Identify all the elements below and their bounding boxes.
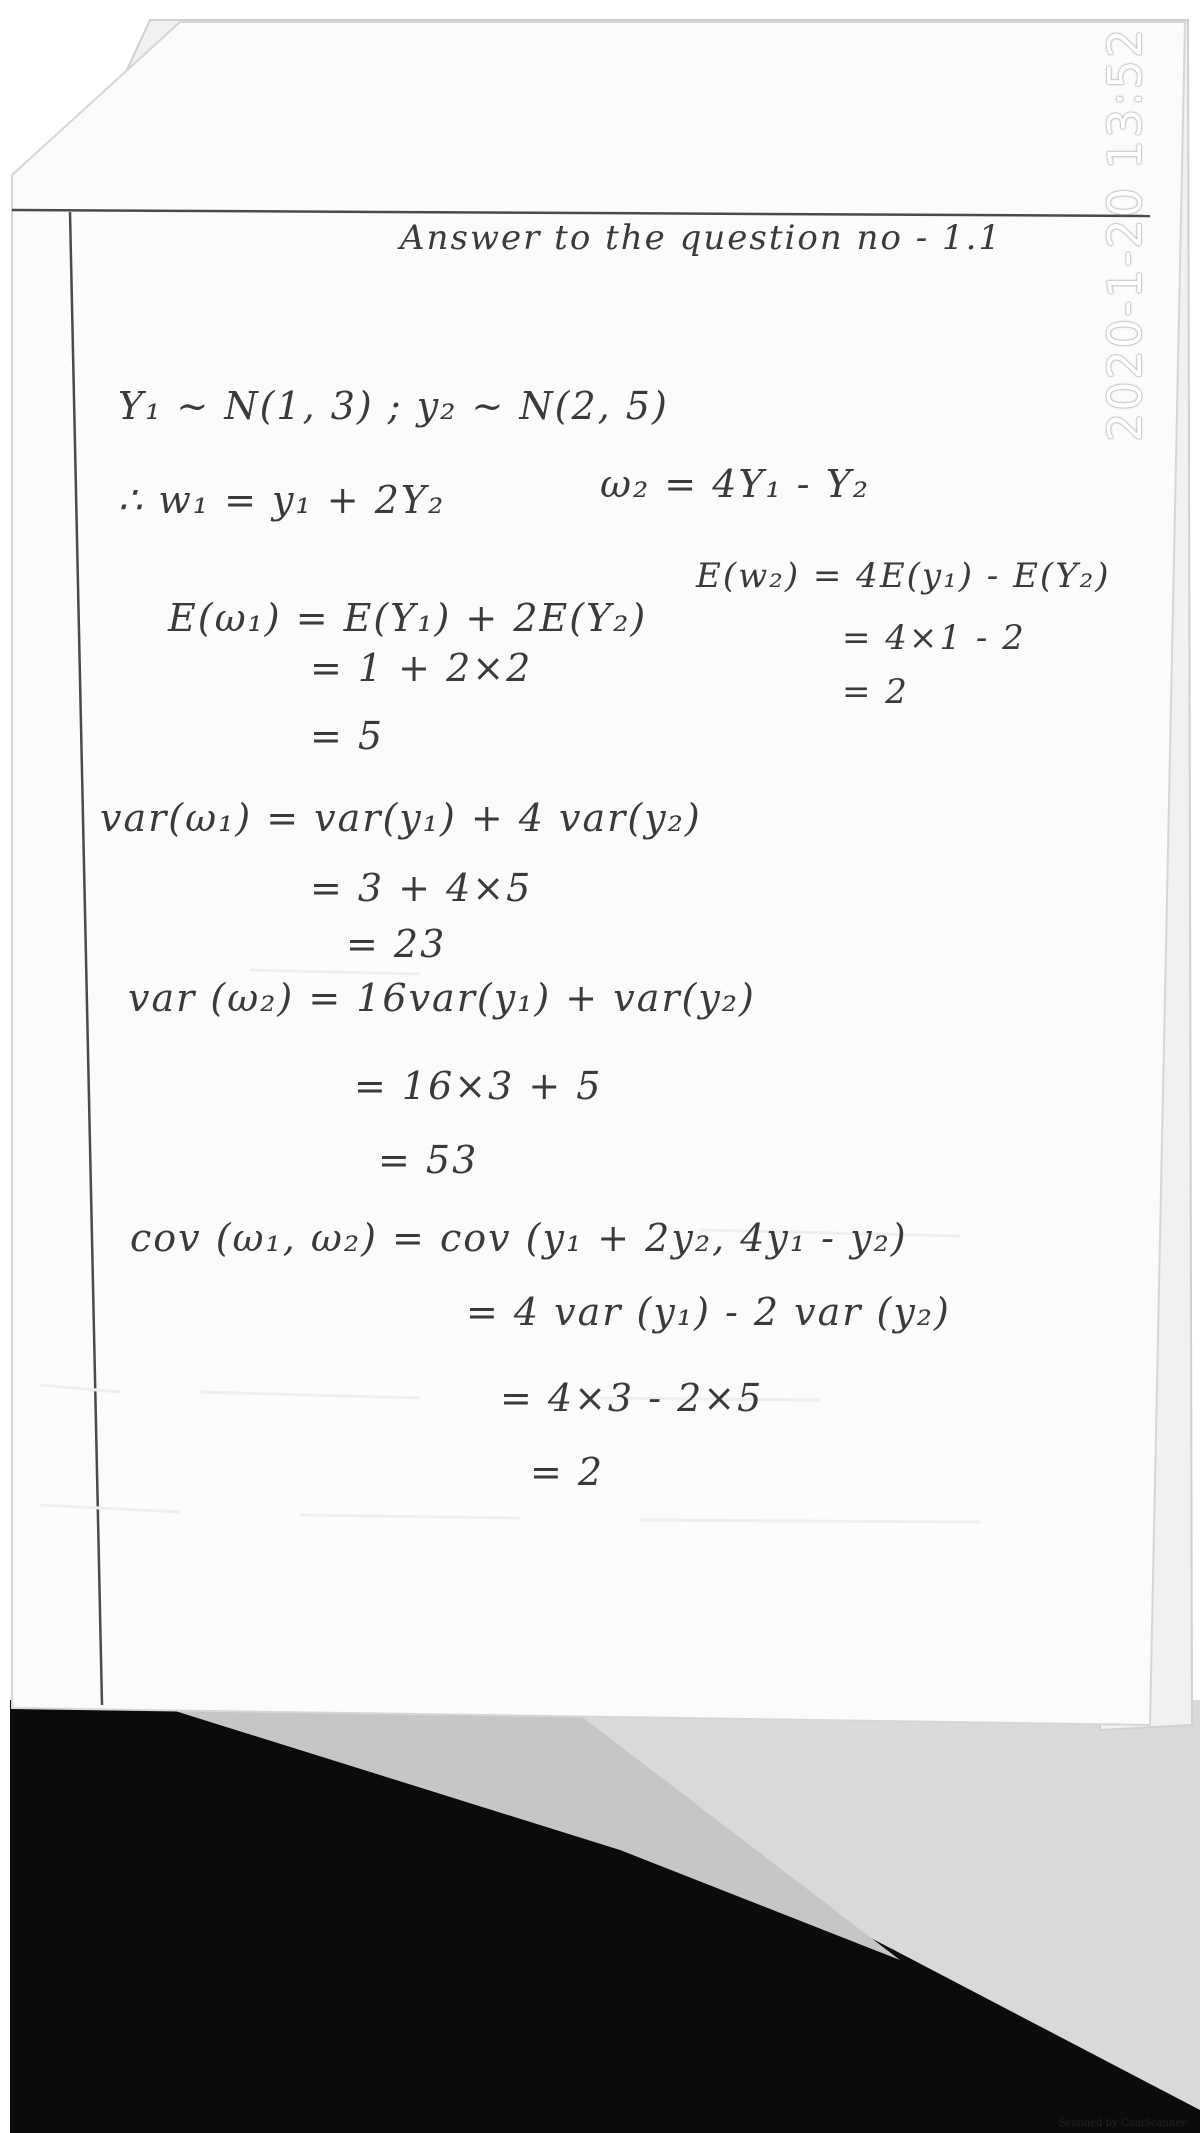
- answer-heading: Answer to the question no - 1.1: [400, 218, 1003, 258]
- e-w2-substitution: = 4×1 - 2: [842, 618, 1026, 658]
- var-w2-result: = 53: [378, 1138, 479, 1182]
- e-w2-result: = 2: [842, 672, 909, 712]
- cov-simplification: = 4 var (y₁) - 2 var (y₂): [466, 1290, 951, 1334]
- var-w1-result: = 23: [346, 922, 447, 966]
- w2-definition: ω₂ = 4Y₁ - Y₂: [600, 462, 871, 506]
- cov-substitution: = 4×3 - 2×5: [500, 1376, 764, 1420]
- given-distributions: Y₁ ~ N(1, 3) ; y₂ ~ N(2, 5): [118, 384, 669, 428]
- e-w1-expansion: E(ω₁) = E(Y₁) + 2E(Y₂): [168, 596, 648, 640]
- e-w1-result: = 5: [310, 714, 385, 758]
- var-w2-expansion: var (ω₂) = 16var(y₁) + var(y₂): [128, 976, 756, 1020]
- photo-timestamp: 2020-1-20 13:52: [1098, 26, 1152, 442]
- e-w1-substitution: = 1 + 2×2: [310, 646, 533, 690]
- scanner-credit: Scanned by CamScanner: [1058, 2118, 1186, 2129]
- w1-definition: ∴ w₁ = y₁ + 2Y₂: [118, 478, 446, 522]
- e-w2-expansion: E(w₂) = 4E(y₁) - E(Y₂): [696, 556, 1111, 596]
- cov-result: = 2: [530, 1450, 605, 1494]
- var-w2-substitution: = 16×3 + 5: [354, 1064, 603, 1108]
- cov-expansion: cov (ω₁, ω₂) = cov (y₁ + 2y₂, 4y₁ - y₂): [130, 1216, 908, 1260]
- var-w1-substitution: = 3 + 4×5: [310, 866, 533, 910]
- var-w1-expansion: var(ω₁) = var(y₁) + 4 var(y₂): [100, 796, 702, 840]
